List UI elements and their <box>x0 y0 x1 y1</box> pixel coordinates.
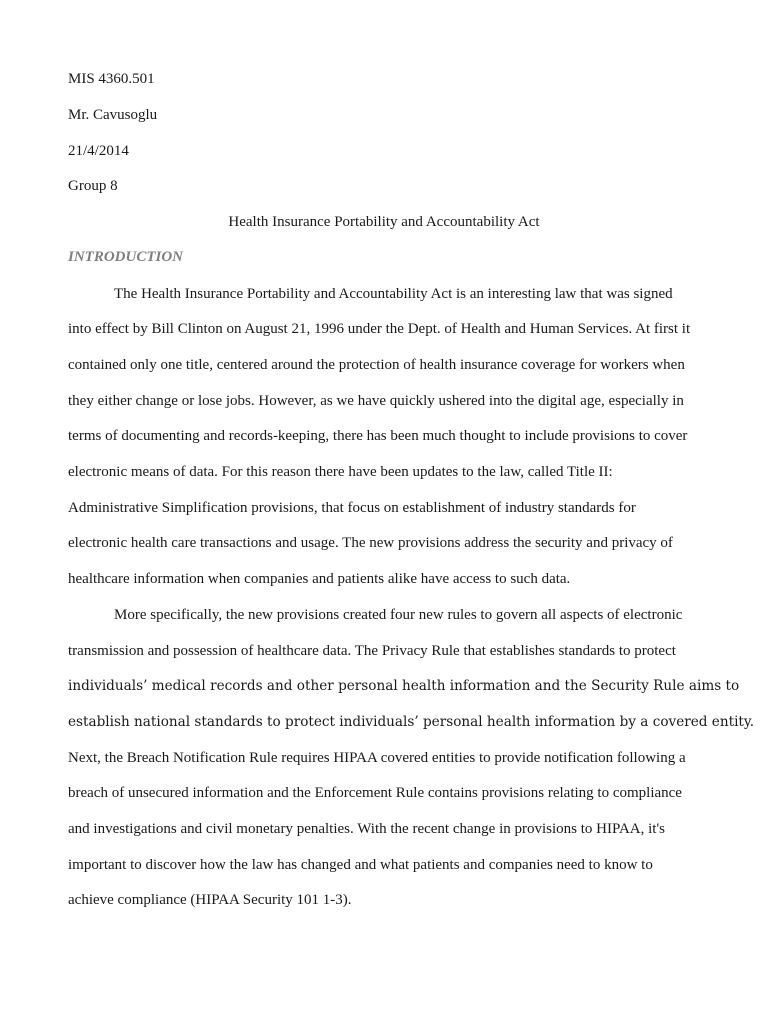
document-title: Health Insurance Portability and Accountability Act <box>228 214 540 230</box>
paragraph-2-line-8: important to discover how the law has changed and what patients and companies need to know to <box>68 857 653 873</box>
paragraph-1-line-2: into effect by Bill Clinton on August 21, 1996 under the Dept. of Health and Human Services. At first it <box>68 321 691 337</box>
paragraph-1-line-4: they either change or lose jobs. However, as we have quickly ushered into the digital age, especially in <box>68 393 684 409</box>
group-label: Group 8 <box>68 178 118 194</box>
paragraph-1-line-6: electronic means of data. For this reason there have been updates to the law, called Title II: <box>68 464 613 480</box>
instructor-name: Mr. Cavusoglu <box>68 107 158 123</box>
paragraph-1-line-1: The Health Insurance Portability and Accountability Act is an interesting law that was signed <box>114 286 673 302</box>
paragraph-1-line-5: terms of documenting and records-keeping, there has been much thought to include provisions to cover <box>68 428 688 444</box>
paragraph-2-line-5: Next, the Breach Notification Rule requires HIPAA covered entities to provide notification following a <box>68 750 686 766</box>
document-date: 21/4/2014 <box>68 143 129 159</box>
paragraph-2-line-7: and investigations and civil monetary penalties. With the recent change in provisions to HIPAA, it's <box>68 821 665 837</box>
section-heading-introduction: INTRODUCTION <box>68 249 184 265</box>
paragraph-1-line-3: contained only one title, centered around the protection of health insurance coverage for workers when <box>68 357 685 373</box>
paragraph-2-line-2: transmission and possession of healthcare data. The Privacy Rule that establishes standards to protect <box>68 643 676 659</box>
paragraph-2-line-6: breach of unsecured information and the Enforcement Rule contains provisions relating to compliance <box>68 785 682 801</box>
paragraph-1-line-9: healthcare information when companies and patients alike have access to such data. <box>68 571 571 587</box>
paragraph-1-line-7: Administrative Simplification provisions, that focus on establishment of industry standards for <box>68 500 636 516</box>
paragraph-1-line-8: electronic health care transactions and usage. The new provisions address the security and privacy of <box>68 535 673 551</box>
course-code: MIS 4360.501 <box>68 71 155 87</box>
paragraph-2-line-1: More specifically, the new provisions created four new rules to govern all aspects of electronic <box>114 607 683 623</box>
paragraph-2-line-3: individuals’ medical records and other personal health information and the Security Rule aims to <box>68 678 740 694</box>
paragraph-2-line-9: achieve compliance (HIPAA Security 101 1-3). <box>68 892 352 908</box>
paragraph-2-line-4: establish national standards to protect individuals’ personal health information by a covered entity. <box>68 714 755 730</box>
